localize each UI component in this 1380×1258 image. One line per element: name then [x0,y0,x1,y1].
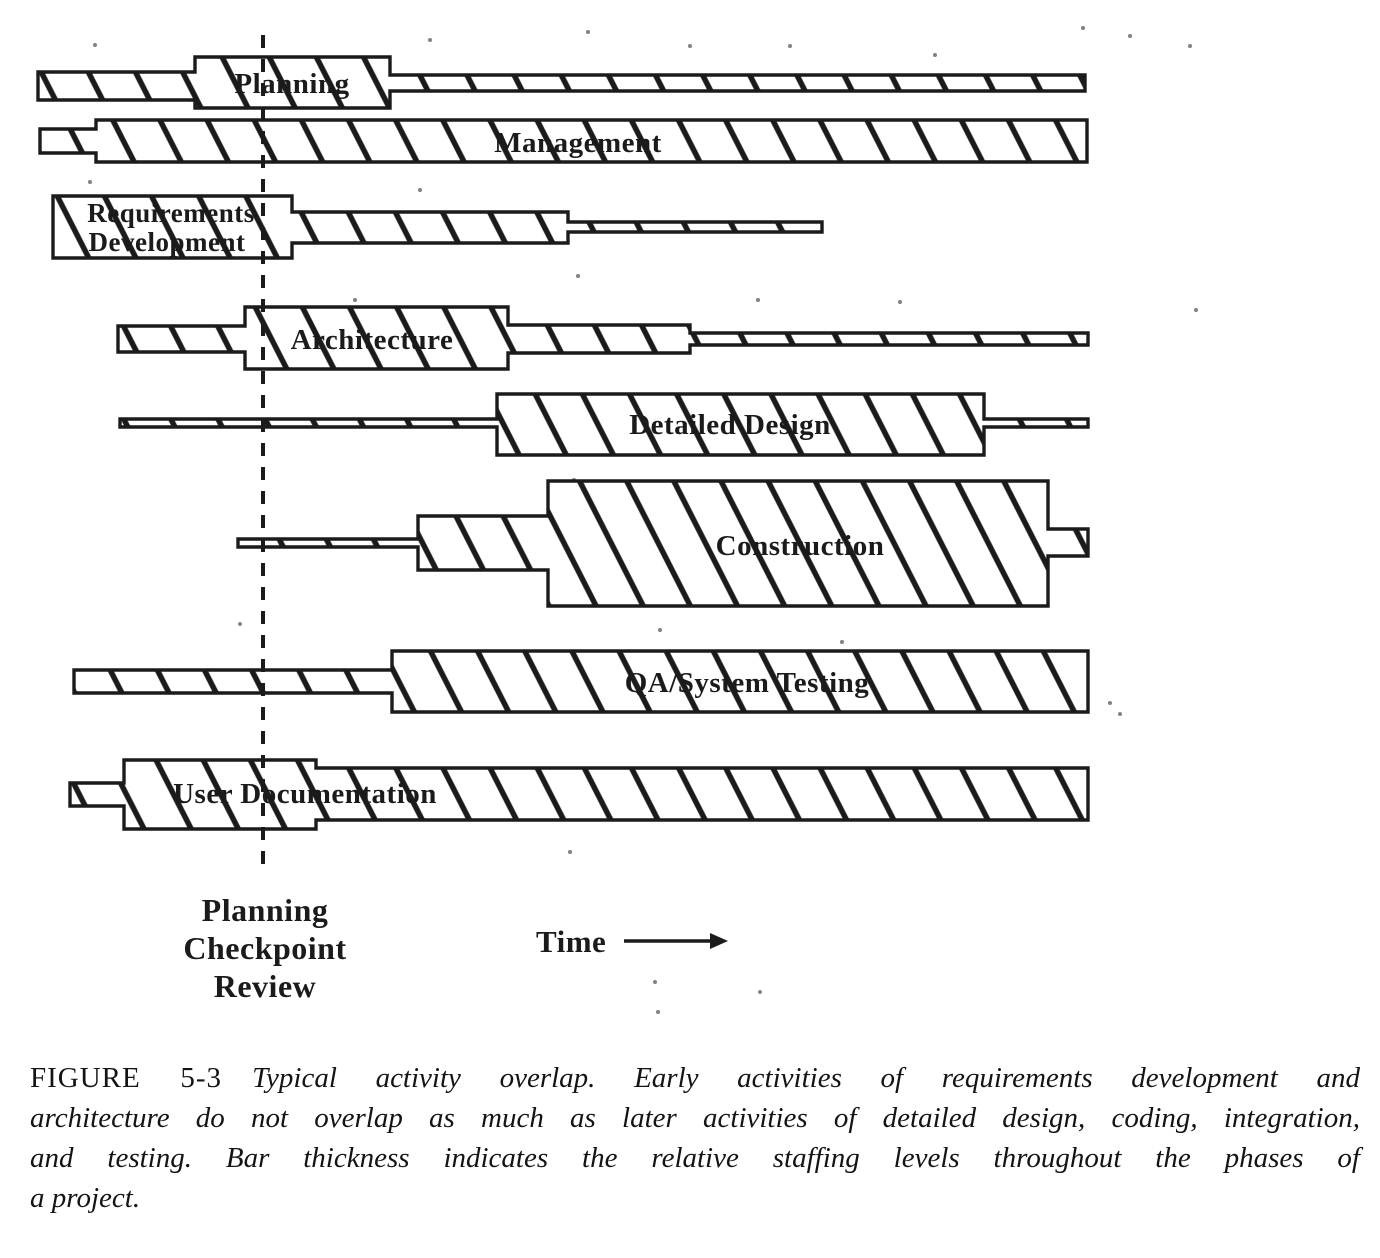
scan-speckle [656,1010,660,1014]
scan-speckle [93,43,97,47]
scan-speckle [788,44,792,48]
caption-text-1: Typical activity overlap. Early activities of requirements development and [252,1062,1361,1094]
caption-line-3: and testing. Bar thickness indicates the relative staffing levels throughout the phases of [30,1142,1360,1174]
checkpoint-review-label: Checkpoint [183,930,347,966]
caption-line-4: a project. [30,1182,141,1214]
scan-speckle [933,53,937,57]
figure-caption [30,1058,1360,1218]
activity-bar-construction [238,481,1088,606]
scan-speckle [1194,308,1198,312]
activity-label-requirements-development: Development [88,227,246,257]
checkpoint-review-label: Review [213,968,317,1004]
time-arrow-head [710,933,728,949]
activity-bar-qa-system-testing [74,651,1088,712]
activity-label-planning: Planning [234,68,350,100]
scan-speckle [653,980,657,984]
activity-bar-planning [38,57,1085,108]
scan-speckle [88,180,92,184]
scan-speckle [758,990,762,994]
activity-label-user-documentation: User Documentation [173,778,437,810]
scan-speckle [428,38,432,42]
scan-speckle [658,628,662,632]
scan-speckle [1128,34,1132,38]
scan-speckle [586,30,590,34]
scan-speckle [418,188,422,192]
checkpoint-review-label: Planning [201,892,329,928]
scan-speckle [756,298,760,302]
activity-label-management: Management [494,127,662,159]
scan-speckle [576,274,580,278]
scan-speckle [1188,44,1192,48]
scan-speckle [568,850,572,854]
scan-speckle [1081,26,1085,30]
scan-speckle [840,640,844,644]
caption-line-2: architecture do not overlap as much as later activities of detailed design, coding, integration, [30,1102,1360,1134]
activity-label-requirements-development: Requirements [87,198,255,228]
activity-label-detailed-design: Detailed Design [629,409,831,441]
time-axis-label: Time [536,924,607,959]
figure-number: FIGURE 5-3 [30,1062,223,1094]
scan-speckle [688,44,692,48]
scan-speckle [1118,712,1122,716]
activity-label-architecture: Architecture [290,324,454,356]
activity-label-qa-system-testing: QA/System Testing [624,667,870,699]
activity-bar-detailed-design [120,394,1088,455]
scan-speckle [1108,701,1112,705]
scan-speckle [353,298,357,302]
caption-line-1 [30,1058,1360,1098]
scan-speckle [238,622,242,626]
activity-bar-architecture [118,307,1088,369]
scan-speckle [898,300,902,304]
activity-label-construction: Construction [715,530,885,562]
